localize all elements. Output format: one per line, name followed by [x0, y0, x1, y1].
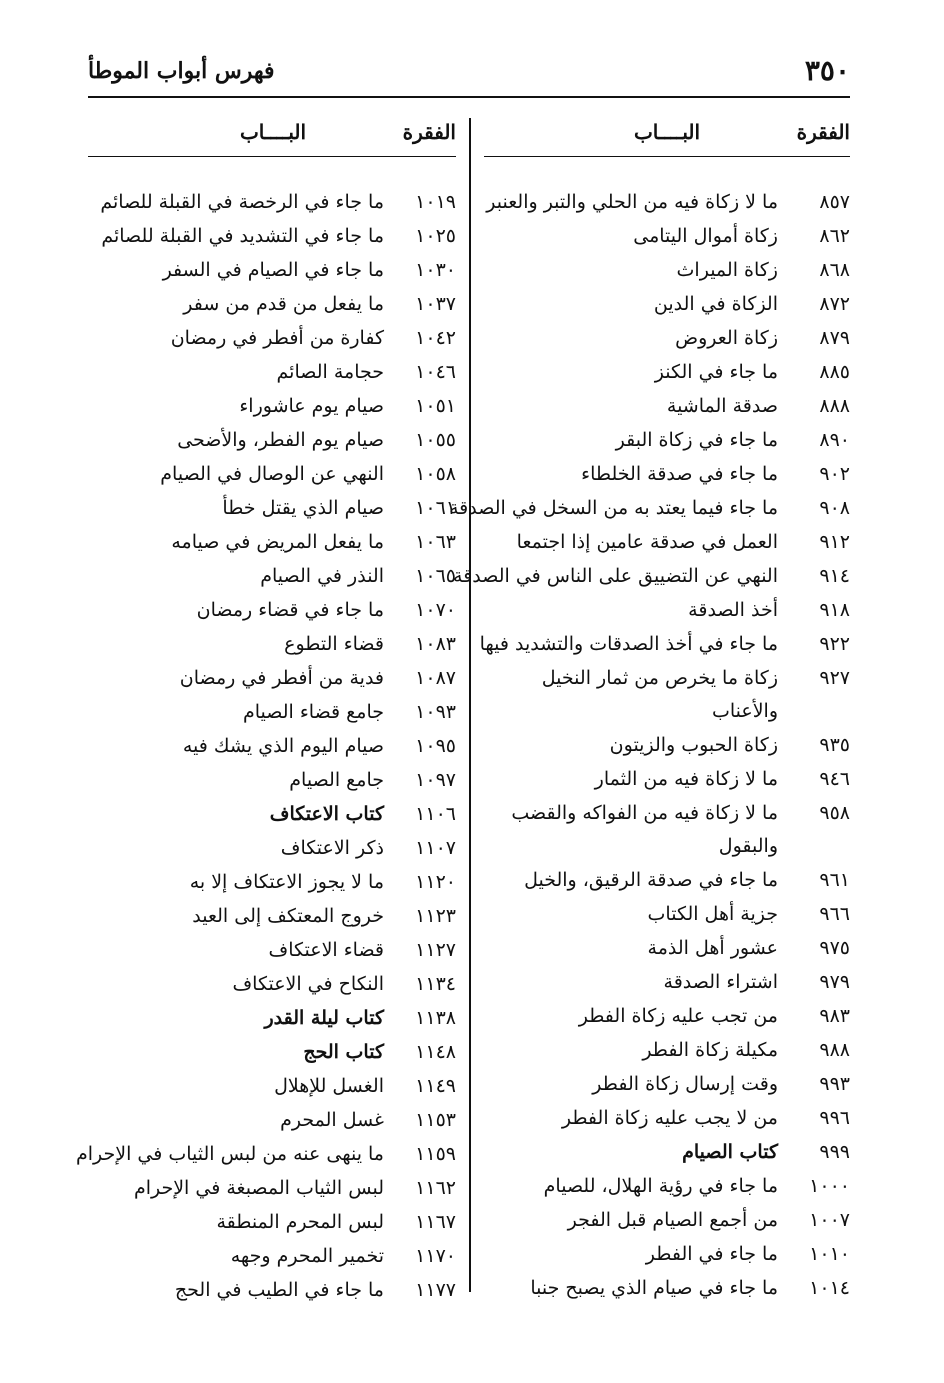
header-title-label: البــــاب: [239, 120, 306, 144]
paragraph-number: ١١٣٨: [415, 1007, 456, 1029]
chapter-title: زكاة الحبوب والزيتون: [609, 734, 778, 756]
chapter-title: ما يفعل من قدم من سفر: [183, 293, 384, 315]
chapter-title: مكيلة زكاة الفطر: [642, 1039, 778, 1061]
column-divider: [469, 118, 471, 1292]
chapter-title: لبس المحرم المنطقة: [216, 1211, 384, 1233]
paragraph-number: ١٠١٠: [809, 1243, 850, 1265]
paragraph-number: ١١٧٠: [415, 1245, 456, 1267]
paragraph-number: ١١٤٩: [415, 1075, 456, 1097]
index-row: [484, 424, 850, 458]
chapter-title: ما لا يجوز الاعتكاف إلا به: [189, 871, 384, 893]
index-row: [88, 764, 456, 798]
index-row: [484, 356, 850, 390]
chapter-title: قضاء التطوع: [284, 633, 384, 655]
chapter-title: ما جاء في زكاة البقر: [615, 429, 778, 451]
paragraph-number: ٩٩٩: [819, 1141, 850, 1163]
paragraph-number: ١٠٤٢: [415, 327, 456, 349]
chapter-title: ما ينهى عنه من لبس الثياب في الإحرام: [75, 1143, 384, 1165]
chapter-title: ما جاء في صيام الذي يصبح جنبا: [530, 1277, 778, 1299]
chapter-title: لبس الثياب المصبغة في الإحرام: [133, 1177, 384, 1199]
book-heading: كتاب الحج: [303, 1041, 384, 1063]
chapter-title: اشتراء الصدقة: [663, 971, 778, 993]
index-list: [75, 186, 456, 1308]
chapter-title: النهي عن الوصال في الصيام: [160, 463, 384, 485]
book-heading: كتاب الاعتكاف: [269, 803, 384, 825]
paragraph-number: ١٠١٩: [415, 191, 456, 213]
chapter-title: زكاة أموال اليتامى: [633, 225, 778, 247]
chapter-title: من لا يجب عليه زكاة الفطر: [561, 1107, 778, 1129]
index-row: [484, 662, 850, 729]
chapter-title: ما جاء في الفطر: [645, 1243, 778, 1265]
index-row: [484, 1034, 850, 1068]
chapter-title: ما جاء في التشديد في القبلة للصائم: [101, 225, 384, 247]
chapter-title: النكاح في الاعتكاف: [232, 973, 384, 995]
chapter-title: خروج المعتكف إلى العيد: [192, 905, 384, 927]
index-row: [484, 390, 850, 424]
paragraph-number: ١١٣٤: [415, 973, 456, 995]
chapter-title: صيام الذي يقتل خطأ: [222, 497, 384, 519]
paragraph-number: ١٠٦١: [415, 497, 456, 519]
paragraph-number: ١٠٦٥: [415, 565, 456, 587]
index-row: [484, 797, 850, 864]
chapter-title: الزكاة في الدين: [653, 293, 778, 315]
index-row: [484, 864, 850, 898]
chapter-title: وقت إرسال زكاة الفطر: [592, 1073, 778, 1095]
paragraph-number: ١١٦٢: [415, 1177, 456, 1199]
index-row: [453, 560, 850, 594]
chapter-title: صيام يوم الفطر، والأضحى: [177, 429, 384, 451]
paragraph-number: ١٠٩٧: [415, 769, 456, 791]
index-row: [88, 1240, 456, 1274]
index-row: [484, 1170, 850, 1204]
paragraph-number: ١١٢٣: [415, 905, 456, 927]
index-row: [88, 424, 456, 458]
paragraph-number: ٩٦٦: [819, 903, 850, 925]
paragraph-number: ٨٧٩: [819, 327, 850, 349]
chapter-title: أخذ الصدقة: [688, 599, 778, 621]
index-row: [484, 254, 850, 288]
paragraph-number: ١٠٩٣: [415, 701, 456, 723]
index-row: [484, 1102, 850, 1136]
index-row: [484, 729, 850, 763]
page-number: ٣٥٠: [804, 54, 850, 87]
paragraph-number: ٩٩٦: [819, 1107, 850, 1129]
chapter-title: العمل في صدقة عامين إذا اجتمعا: [516, 531, 778, 553]
chapter-title: غسل المحرم: [280, 1109, 384, 1131]
paragraph-number: ١١٧٧: [415, 1279, 456, 1301]
header-number-label: الفقرة: [402, 120, 456, 144]
index-row: [88, 322, 456, 356]
index-row: [88, 1172, 456, 1206]
chapter-title: جامع الصيام: [289, 769, 384, 791]
index-row: [88, 390, 456, 424]
chapter-title: ما جاء فيما يعتد به من السخل في الصدقة: [449, 497, 778, 519]
header-title-label: البــــاب: [633, 120, 700, 144]
index-row: [88, 832, 456, 866]
running-title: فهرس أبواب الموطأ: [88, 58, 275, 84]
paragraph-number: ٨٩٠: [819, 429, 850, 451]
book-heading: كتاب الصيام: [682, 1141, 778, 1163]
left-column: [75, 112, 456, 1301]
index-row: [449, 492, 850, 526]
index-row: [88, 560, 456, 594]
chapter-title: النهي عن التضييق على الناس في الصدقة: [453, 565, 778, 587]
index-row: [88, 526, 456, 560]
paragraph-number: ١٠٢٥: [415, 225, 456, 247]
paragraph-number: ١٠٠٧: [809, 1209, 850, 1231]
index-row: [484, 1068, 850, 1102]
paragraph-number: ٩٩٣: [819, 1073, 850, 1095]
index-row: [484, 322, 850, 356]
paragraph-number: ١١٠٦: [415, 803, 456, 825]
paragraph-number: ١٠٧٠: [415, 599, 456, 621]
index-row: [484, 288, 850, 322]
chapter-title: زكاة ما يخرص من ثمار النخيل والأعناب: [541, 667, 778, 722]
chapter-title: ما جاء في الطيب في الحج: [174, 1279, 384, 1301]
paragraph-number: ١٠٥٨: [415, 463, 456, 485]
chapter-title: ذكر الاعتكاف: [280, 837, 384, 859]
index-row: [484, 1238, 850, 1272]
chapter-title: قضاء الاعتكاف: [268, 939, 384, 961]
paragraph-number: ٩٨٣: [819, 1005, 850, 1027]
index-row: [484, 594, 850, 628]
paragraph-number: ١٠٥٥: [415, 429, 456, 451]
index-row: [88, 1206, 456, 1240]
header-number-label: الفقرة: [796, 120, 850, 144]
paragraph-number: ١٠٤٦: [415, 361, 456, 383]
index-row: [88, 254, 456, 288]
chapter-title: ما جاء في قضاء رمضان: [196, 599, 384, 621]
column-header: [484, 112, 850, 157]
paragraph-number: ١٠٦٣: [415, 531, 456, 553]
index-row: [88, 220, 456, 254]
chapter-title: صيام يوم عاشوراء: [239, 395, 384, 417]
paragraph-number: ٨٦٨: [819, 259, 850, 281]
paragraph-number: ١٠٣٠: [415, 259, 456, 281]
index-row: [484, 458, 850, 492]
paragraph-number: ١٠٥١: [415, 395, 456, 417]
page-header: [88, 50, 850, 98]
paragraph-number: ٩٣٥: [819, 734, 850, 756]
paragraph-number: ١٠٨٧: [415, 667, 456, 689]
chapter-title: زكاة العروض: [675, 327, 778, 349]
index-row: [484, 898, 850, 932]
paragraph-number: ١١٤٨: [415, 1041, 456, 1063]
index-row: [484, 763, 850, 797]
chapter-title: ما جاء في الكنز: [654, 361, 778, 383]
chapter-title: ما يفعل المريض في صيامه: [171, 531, 384, 553]
paragraph-number: ٨٥٧: [819, 191, 850, 213]
index-row: [88, 900, 456, 934]
chapter-title: تخمير المحرم وجهه: [230, 1245, 384, 1267]
chapter-title: ما لا زكاة فيه من الحلي والتبر والعنبر: [486, 191, 778, 213]
paragraph-number: ١٠٣٧: [415, 293, 456, 315]
paragraph-number: ١٠٩٥: [415, 735, 456, 757]
paragraph-number: ٩٥٨: [819, 802, 850, 824]
chapter-title: ما جاء في الرخصة في القبلة للصائم: [100, 191, 384, 213]
index-row: [88, 730, 456, 764]
right-column: [449, 112, 850, 1299]
paragraph-number: ٨٧٢: [819, 293, 850, 315]
paragraph-number: ٩٢٧: [819, 667, 850, 689]
chapter-title: زكاة الميراث: [676, 259, 778, 281]
chapter-title: النذر في الصيام: [260, 565, 384, 587]
index-row: [88, 662, 456, 696]
index-row: [88, 1070, 456, 1104]
index-row: [484, 186, 850, 220]
paragraph-number: ١١٢٧: [415, 939, 456, 961]
index-row: [88, 798, 456, 832]
index-row: [88, 356, 456, 390]
index-row: [479, 628, 850, 662]
paragraph-number: ١٠١٤: [809, 1277, 850, 1299]
paragraph-number: ٩١٢: [819, 531, 850, 553]
chapter-title: ما جاء في صدقة الخلطاء: [581, 463, 778, 485]
paragraph-number: ١١٥٣: [415, 1109, 456, 1131]
chapter-title: عشور أهل الذمة: [647, 937, 778, 959]
index-row: [88, 934, 456, 968]
paragraph-number: ١٠٨٣: [415, 633, 456, 655]
index-row: [88, 696, 456, 730]
index-row: [484, 966, 850, 1000]
index-row: [484, 932, 850, 966]
paragraph-number: ٩٠٢: [819, 463, 850, 485]
index-row: [88, 1036, 456, 1070]
index-row: [484, 1000, 850, 1034]
index-row: [88, 968, 456, 1002]
index-row: [75, 1138, 456, 1172]
paragraph-number: ١١٠٧: [415, 837, 456, 859]
chapter-title: حجامة الصائم: [276, 361, 384, 383]
index-row: [88, 186, 456, 220]
index-row: [484, 220, 850, 254]
index-row: [88, 1274, 456, 1308]
paragraph-number: ٩١٤: [819, 565, 850, 587]
index-row: [88, 628, 456, 662]
column-header: [88, 112, 456, 157]
index-row: [484, 526, 850, 560]
paragraph-number: ٨٦٢: [819, 225, 850, 247]
paragraph-number: ٩٧٩: [819, 971, 850, 993]
index-row: [484, 1272, 850, 1306]
chapter-title: ما جاء في صدقة الرقيق، والخيل: [524, 869, 778, 891]
index-row: [88, 594, 456, 628]
index-row: [484, 1136, 850, 1170]
paragraph-number: ١١٢٠: [415, 871, 456, 893]
paragraph-number: ٩١٨: [819, 599, 850, 621]
chapter-title: صيام اليوم الذي يشك فيه: [182, 735, 384, 757]
paragraph-number: ٩٨٨: [819, 1039, 850, 1061]
chapter-title: الغسل للإهلال: [274, 1075, 384, 1097]
paragraph-number: ٩٠٨: [819, 497, 850, 519]
index-row: [88, 492, 456, 526]
index-row: [88, 458, 456, 492]
paragraph-number: ٨٨٥: [819, 361, 850, 383]
index-row: [88, 1104, 456, 1138]
index-row: [88, 288, 456, 322]
chapter-title: جامع قضاء الصيام: [242, 701, 384, 723]
chapter-title: ما لا زكاة فيه من الثمار: [594, 768, 778, 790]
paragraph-number: ١٠٠٠: [809, 1175, 850, 1197]
chapter-title: فدية من أفطر في رمضان: [179, 667, 384, 689]
paragraph-number: ٩٤٦: [819, 768, 850, 790]
index-row: [88, 1002, 456, 1036]
paragraph-number: ٩٦١: [819, 869, 850, 891]
chapter-title: من تجب عليه زكاة الفطر: [578, 1005, 778, 1027]
chapter-title: جزية أهل الكتاب: [647, 903, 778, 925]
index-row: [88, 866, 456, 900]
chapter-title: ما جاء في أخذ الصدقات والتشديد فيها: [479, 633, 778, 655]
paragraph-number: ٨٨٨: [819, 395, 850, 417]
chapter-title: ما جاء في الصيام في السفر: [162, 259, 384, 281]
chapter-title: ما جاء في رؤية الهلال، للصيام: [543, 1175, 778, 1197]
index-row: [484, 1204, 850, 1238]
paragraph-number: ١١٦٧: [415, 1211, 456, 1233]
chapter-title: كفارة من أفطر في رمضان: [170, 327, 384, 349]
paragraph-number: ٩٢٢: [819, 633, 850, 655]
paragraph-number: ١١٥٩: [415, 1143, 456, 1165]
paragraph-number: ٩٧٥: [819, 937, 850, 959]
chapter-title: صدقة الماشية: [666, 395, 778, 417]
chapter-title: من أجمع الصيام قبل الفجر: [567, 1209, 778, 1231]
index-list: [449, 186, 850, 1306]
chapter-title: ما لا زكاة فيه من الفواكه والقضب والبقول: [511, 802, 778, 857]
book-heading: كتاب ليلة القدر: [264, 1007, 384, 1029]
